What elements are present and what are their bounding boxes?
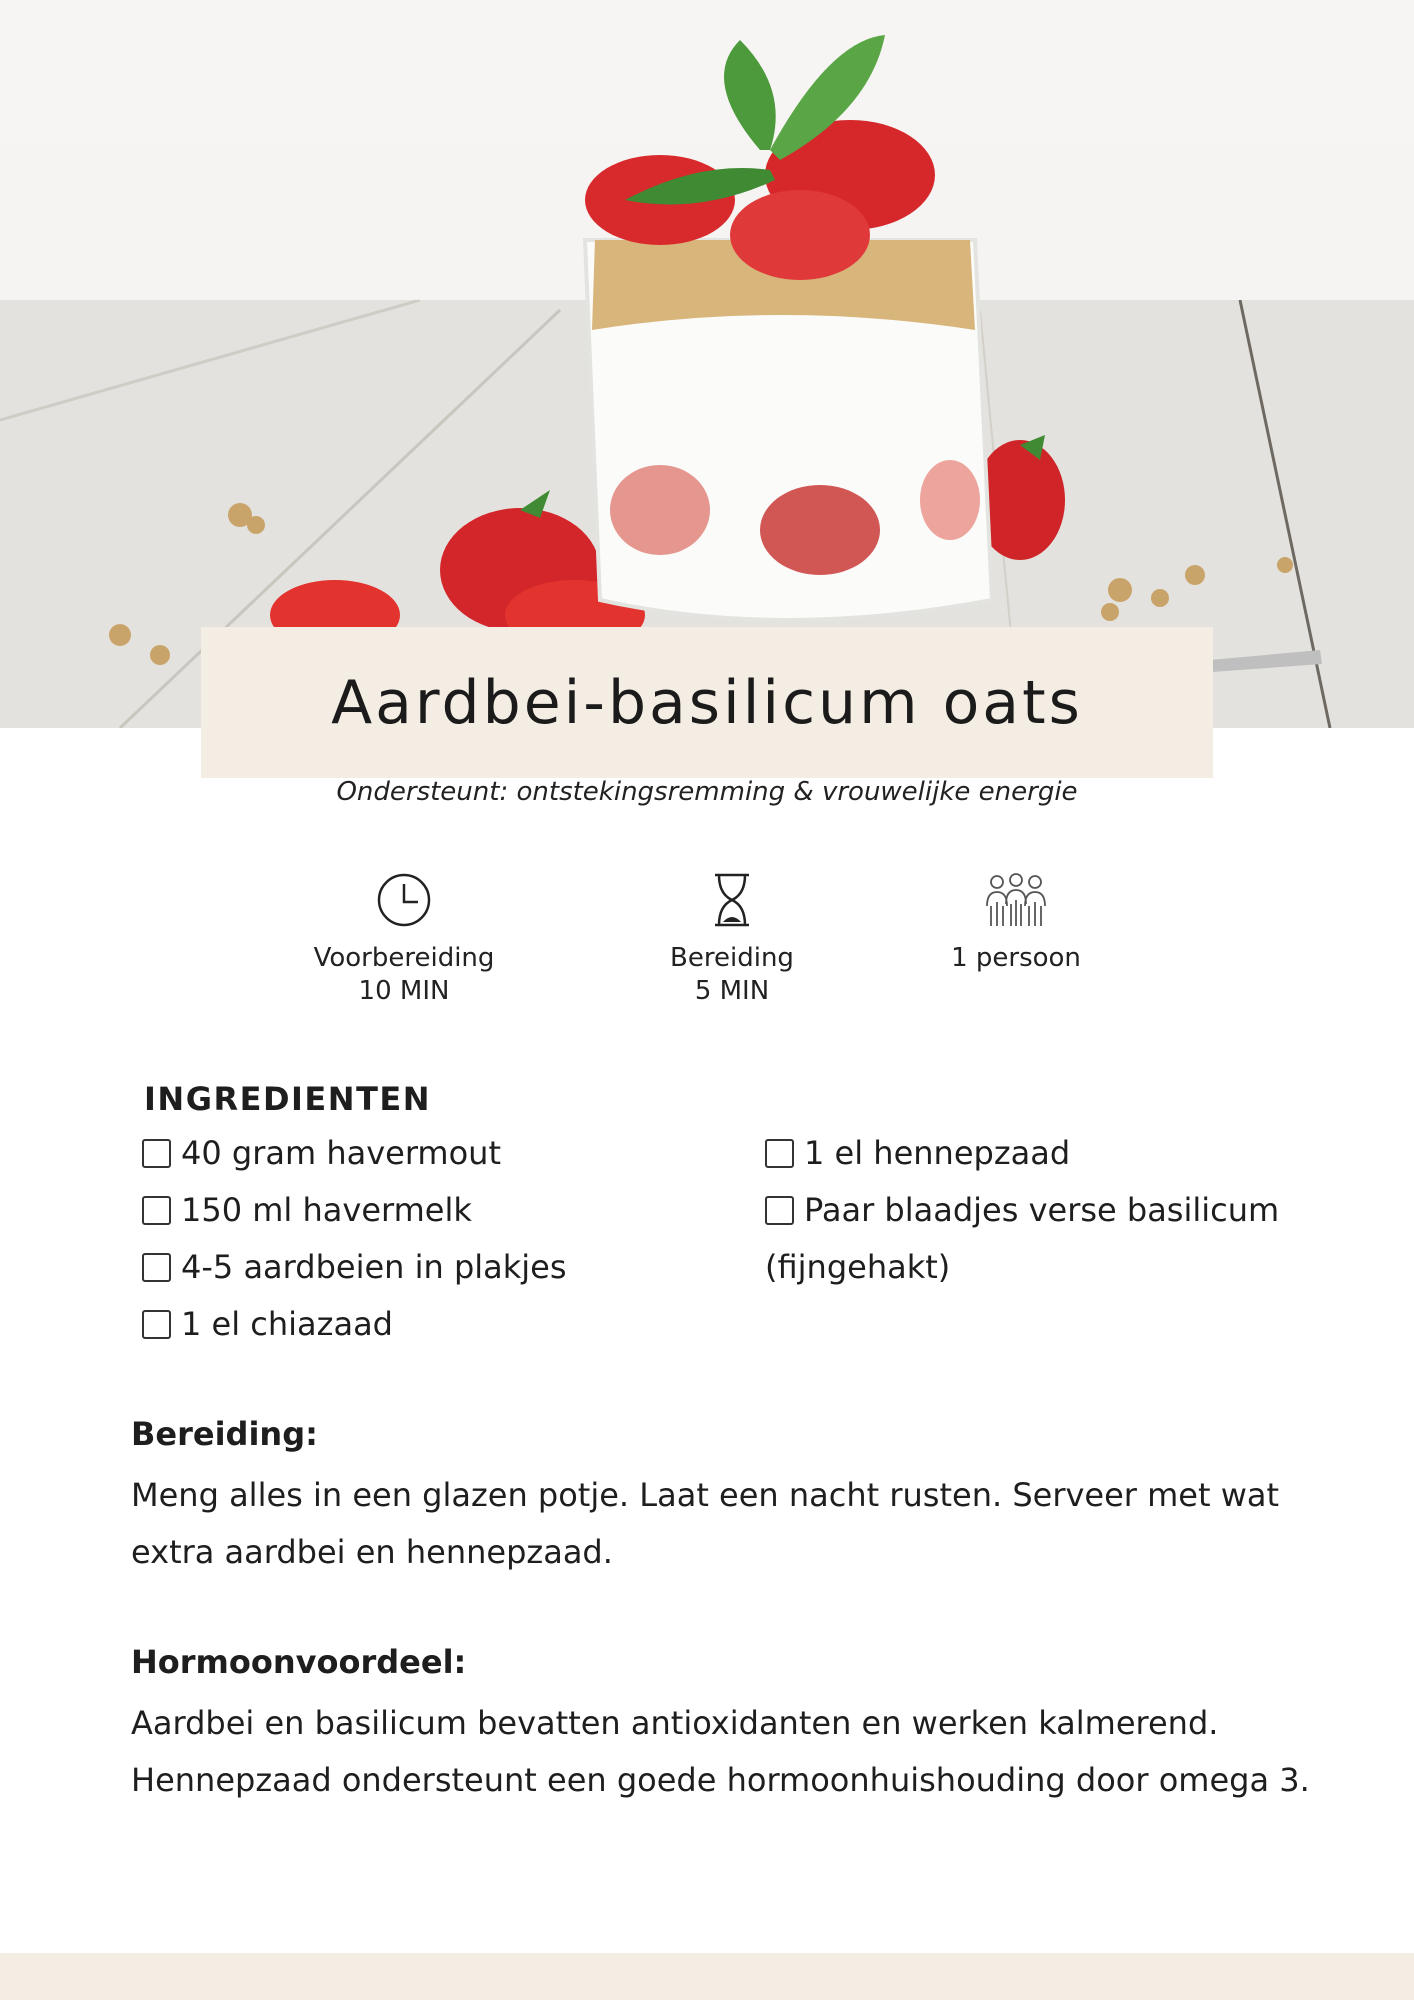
stat-value: 10 MIN <box>358 976 450 1006</box>
hourglass-icon <box>711 872 753 928</box>
checkbox[interactable] <box>765 1196 794 1225</box>
ingredient-label: Paar blaadjes verse basilicum (fijngehakt) <box>765 1191 1280 1286</box>
preparation-heading: Bereiding: <box>131 1415 318 1453</box>
ingredient-label: 40 gram havermout <box>181 1134 501 1172</box>
checkbox[interactable] <box>142 1139 171 1168</box>
ingredient-item[interactable] <box>142 1296 702 1353</box>
title-banner <box>201 627 1213 778</box>
ingredient-label: 150 ml havermelk <box>181 1191 472 1229</box>
recipe-title: Aardbei-basilicum oats <box>331 667 1083 738</box>
stat-label: Bereiding <box>670 943 794 973</box>
recipe-subtitle: Ondersteunt: ontstekingsremming & vrouwelijke energie <box>336 777 1078 807</box>
ingredients-heading: INGREDIENTEN <box>144 1080 432 1118</box>
preparation-text: Meng alles in een glazen potje. Laat een nacht rusten. Serveer met wat extra aardbei en hennepzaad. <box>131 1476 1280 1571</box>
ingredient-label: 1 el chiazaad <box>181 1305 393 1343</box>
checkbox[interactable] <box>142 1253 171 1282</box>
stat-value: 5 MIN <box>694 976 770 1006</box>
benefit-text: Aardbei en basilicum bevatten antioxidanten en werken kalmerend. Hennepzaad ondersteunt een goede hormoonhuishouding door omega 3. <box>131 1704 1310 1799</box>
parfait-illustration <box>0 0 1414 728</box>
recipe-stats <box>0 872 1414 1022</box>
people-icon <box>985 872 1047 928</box>
stat-label: Voorbereiding <box>313 943 495 973</box>
ingredient-item[interactable] <box>142 1125 702 1182</box>
ingredient-item[interactable] <box>765 1182 1305 1296</box>
ingredient-label: 4-5 aardbeien in plakjes <box>181 1248 567 1286</box>
ingredient-item[interactable] <box>765 1125 1305 1182</box>
hero-photo <box>0 0 1414 728</box>
stat-label: 1 persoon <box>951 943 1081 973</box>
checkbox[interactable] <box>142 1310 171 1339</box>
clock-icon <box>376 872 432 928</box>
footer-band <box>0 1953 1414 2000</box>
ingredients-list-right <box>765 1125 1305 1296</box>
checkbox[interactable] <box>142 1196 171 1225</box>
ingredient-item[interactable] <box>142 1182 702 1239</box>
stat-servings <box>866 872 1166 975</box>
checkbox[interactable] <box>765 1139 794 1168</box>
benefit-heading: Hormoonvoordeel: <box>131 1643 467 1681</box>
ingredient-label: 1 el hennepzaad <box>804 1134 1071 1172</box>
ingredients-list-left <box>142 1125 702 1353</box>
stat-prep-time <box>254 872 554 1008</box>
stat-cook-time <box>582 872 882 1008</box>
ingredient-item[interactable] <box>142 1239 702 1296</box>
